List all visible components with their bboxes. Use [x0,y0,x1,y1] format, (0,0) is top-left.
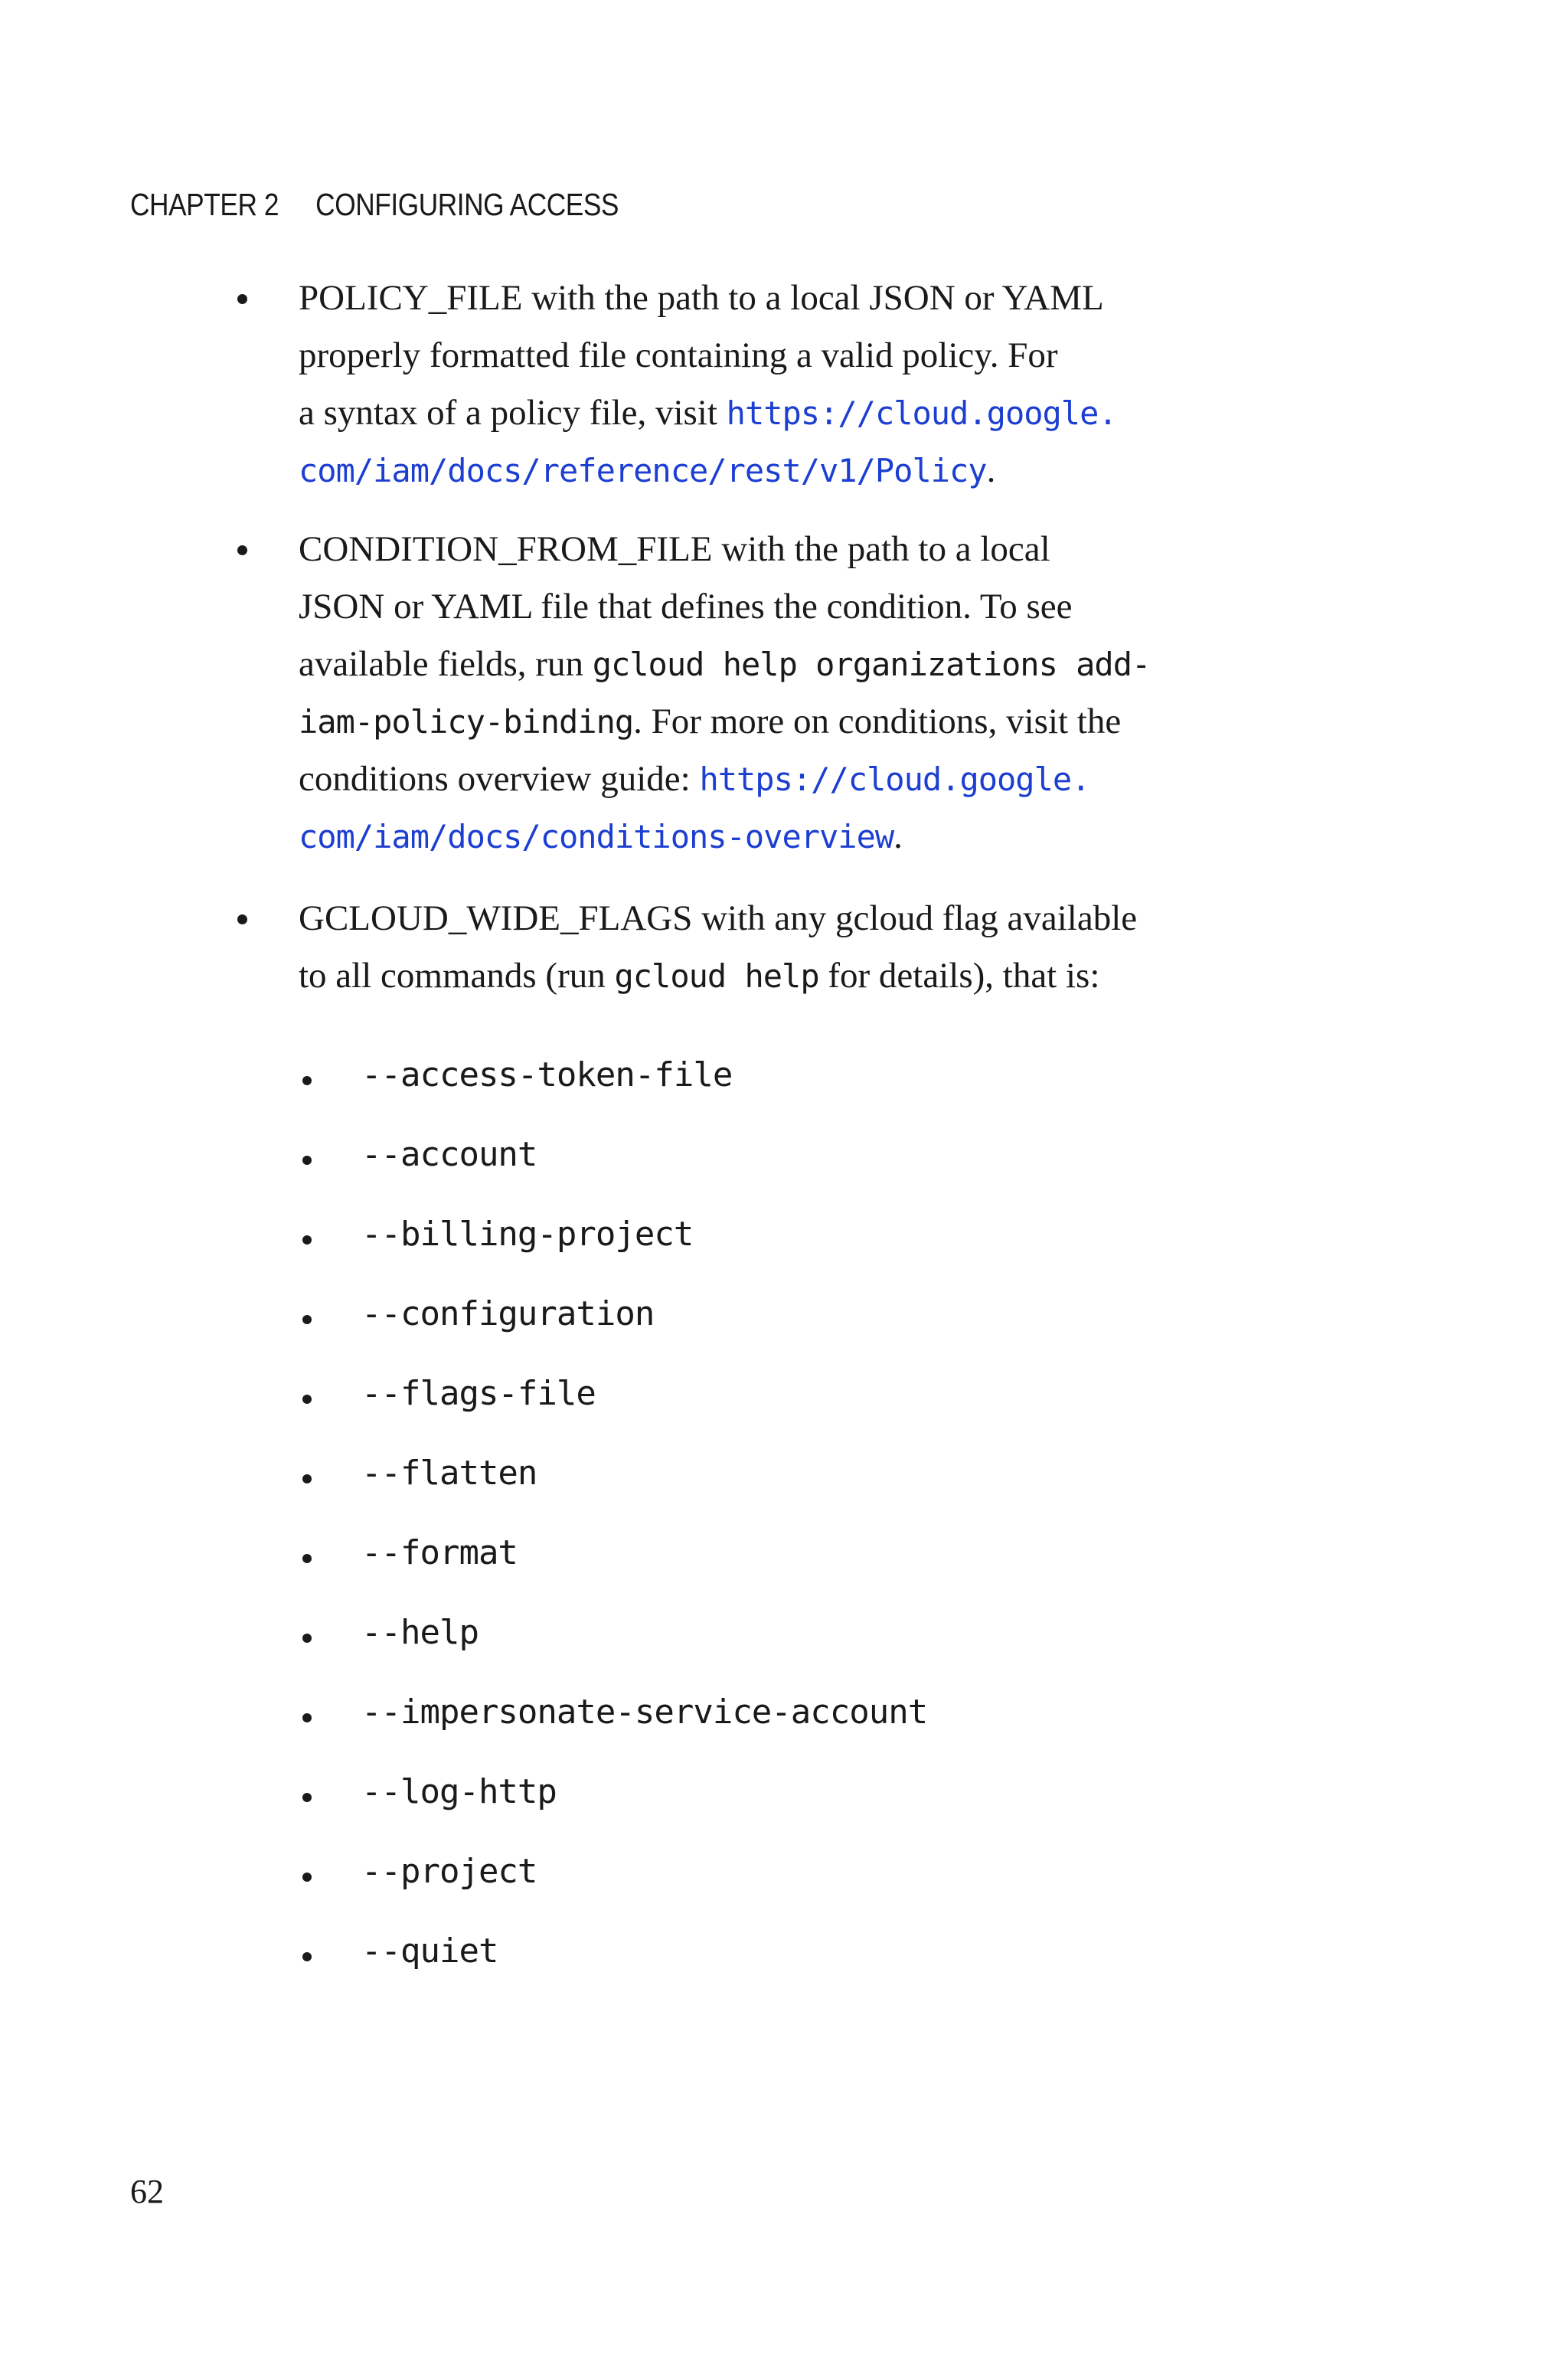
flag-text: --project [361,1852,537,1891]
flag-text: --account [361,1135,537,1174]
flag-text: --log-http [361,1772,557,1811]
text-line [299,442,1279,499]
text-run: GCLOUD_WIDE_FLAGS with any gcloud flag available [299,898,1138,938]
text-line [299,270,1279,327]
inline-code: iam-policy-binding [299,703,634,741]
bullet-marker [237,294,247,304]
url-link[interactable]: com/iam/docs/reference/rest/v1/Policy [299,452,987,489]
flag-text: --quiet [361,1932,498,1971]
bullet-condition-from-file [299,521,1279,865]
bullet-marker [302,1235,312,1245]
text-line [299,327,1279,384]
bullet-marker [302,1952,312,1961]
text-run: available fields, run [299,644,593,684]
flag-text: --help [361,1613,479,1652]
flag-text: --flatten [361,1454,537,1493]
flag-text: --billing-project [361,1215,694,1254]
text-run: CONDITION_FROM_FILE with the path to a local [299,529,1050,569]
bullet-marker [237,914,247,924]
bullet-marker [302,1793,312,1802]
text-line [299,808,1279,865]
page-number: 62 [130,2173,164,2210]
text-line [299,947,1279,1005]
text-run: POLICY_FILE with the path to a local JSON or YAML [299,278,1104,318]
flag-text: --format [361,1533,518,1572]
bullet-marker [302,1156,312,1165]
text-run: JSON or YAML file that defines the condition. To see [299,587,1073,626]
bullet-policy-file [299,270,1279,499]
bullet-gcloud-wide-flags [299,890,1279,1005]
text-run: . For more on conditions, visit the [633,702,1122,741]
url-link[interactable]: https://cloud.google. [699,761,1090,798]
text-line [299,751,1279,808]
bullet-marker [302,1076,312,1085]
bullet-marker [302,1873,312,1882]
bullet-marker [302,1634,312,1643]
bullet-marker [302,1713,312,1722]
flag-text: --flags-file [361,1374,596,1413]
bullet-marker [302,1315,312,1324]
bullet-marker [302,1554,312,1563]
text-run: for details), that is: [818,956,1100,996]
text-run: . [893,816,903,856]
text-run: a syntax of a policy file, visit [299,393,727,433]
url-link[interactable]: com/iam/docs/conditions-overview [299,818,894,855]
text-line [299,578,1279,636]
inline-code: gcloud help [614,957,819,995]
text-line [299,890,1279,947]
running-head [130,187,619,223]
text-run: conditions overview guide: [299,759,700,799]
url-link[interactable]: https://cloud.google. [726,394,1117,432]
text-run: to all commands (run [299,956,615,996]
text-line [299,384,1279,442]
text-run: . [986,450,996,490]
text-line [299,521,1279,578]
bullet-marker [302,1395,312,1404]
chapter-title: CONFIGURING ACCESS [315,187,619,222]
flag-text: --access-token-file [361,1055,733,1094]
bullet-marker [237,545,247,555]
text-line [299,693,1279,751]
chapter-label: CHAPTER 2 [130,187,279,222]
flag-text: --impersonate-service-account [361,1693,928,1732]
inline-code: gcloud help organizations add- [592,646,1151,683]
text-line [299,636,1279,693]
bullet-marker [302,1474,312,1483]
flag-text: --configuration [361,1294,655,1333]
text-run: properly formatted file containing a valid policy. For [299,335,1058,375]
